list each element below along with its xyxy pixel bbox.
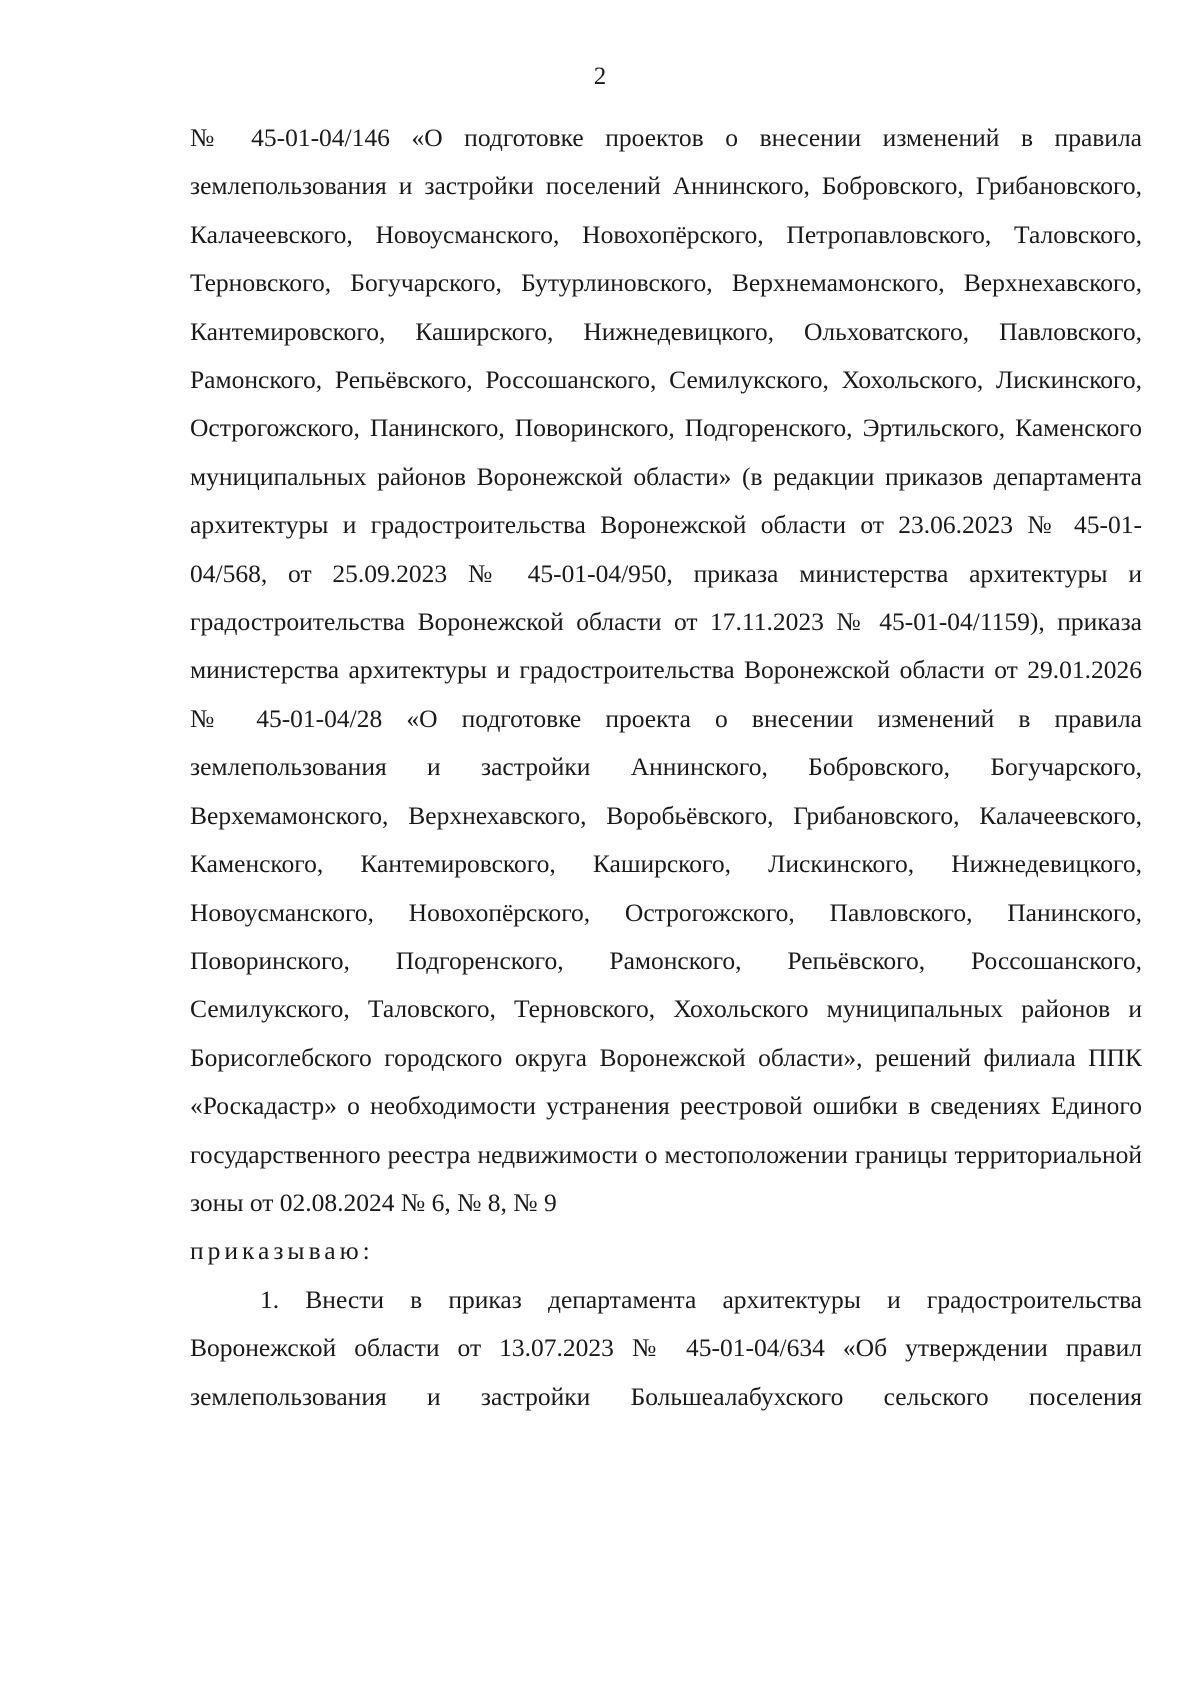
- document-body: [190, 114, 1142, 1421]
- order-item-1: 1. Внести в приказ департамента архитектуры и градостроительства Воронежской области от 13.07.2023 № 45-01-04/634 «Об утверждении правил землепользования и застройки Большеалабухского сельского поселения: [190, 1284, 1142, 1411]
- preamble-paragraph: № 45-01-04/146 «О подготовке проектов о внесении изменений в правила землепользования и застройки поселений Аннинского, Бобровского, Грибановского, Калачеевского, Новоусманского, Новохопёрского, Петропавловского, Таловского, Терновского, Богучарского, Бутурлиновского, Верхнемамонского, Верхнехавского, Кантемировского, Каширского, Нижнедевицкого, Ольховатского, Павловского, Рамонского, Репьёвского, Россошанского, Семилукского, Хохольского, Лискинского, Острогожского, Панинского, Поворинского, Подгоренского, Эртильского, Каменского муниципальных районов Воронежской области» (в редакции приказов департамента архитектуры и градостроительства Воронежской области от 23.06.2023 № 45-01-04/568, от 25.09.2023 № 45-01-04/950, приказа министерства архитектуры и градостроительства Воронежской области от 17.11.2023 № 45-01-04/1159), приказа министерства архитектуры и градостроительства Воронежской области от 29.01.2026 № 45-01-04/28 «О подготовке проекта о внесении изменений в правила землепользования и застройки Аннинского, Бобровского, Богучарского, Верхемамонского, Верхнехавского, Воробьёвского, Грибановского, Калачеевского, Каменского, Кантемировского, Каширского, Лискинского, Нижнедевицкого, Новоусманского, Новохопёрского, Острогожского, Павловского, Панинского, Поворинского, Подгоренского, Рамонского, Репьёвского, Россошанского, Семилукского, Таловского, Терновского, Хохольского муниципальных районов и Борисоглебского городского округа Воронежской области», решений филиала ППК «Роскадастр» о необходимости устранения реестровой ошибки в сведениях Единого государственного реестра недвижимости о местоположении границы территориальной зоны от 02.08.2024 № 6, № 8, № 9: [190, 123, 1142, 1217]
- page-number: 2: [593, 63, 607, 90]
- order-word: приказываю:: [190, 1236, 374, 1266]
